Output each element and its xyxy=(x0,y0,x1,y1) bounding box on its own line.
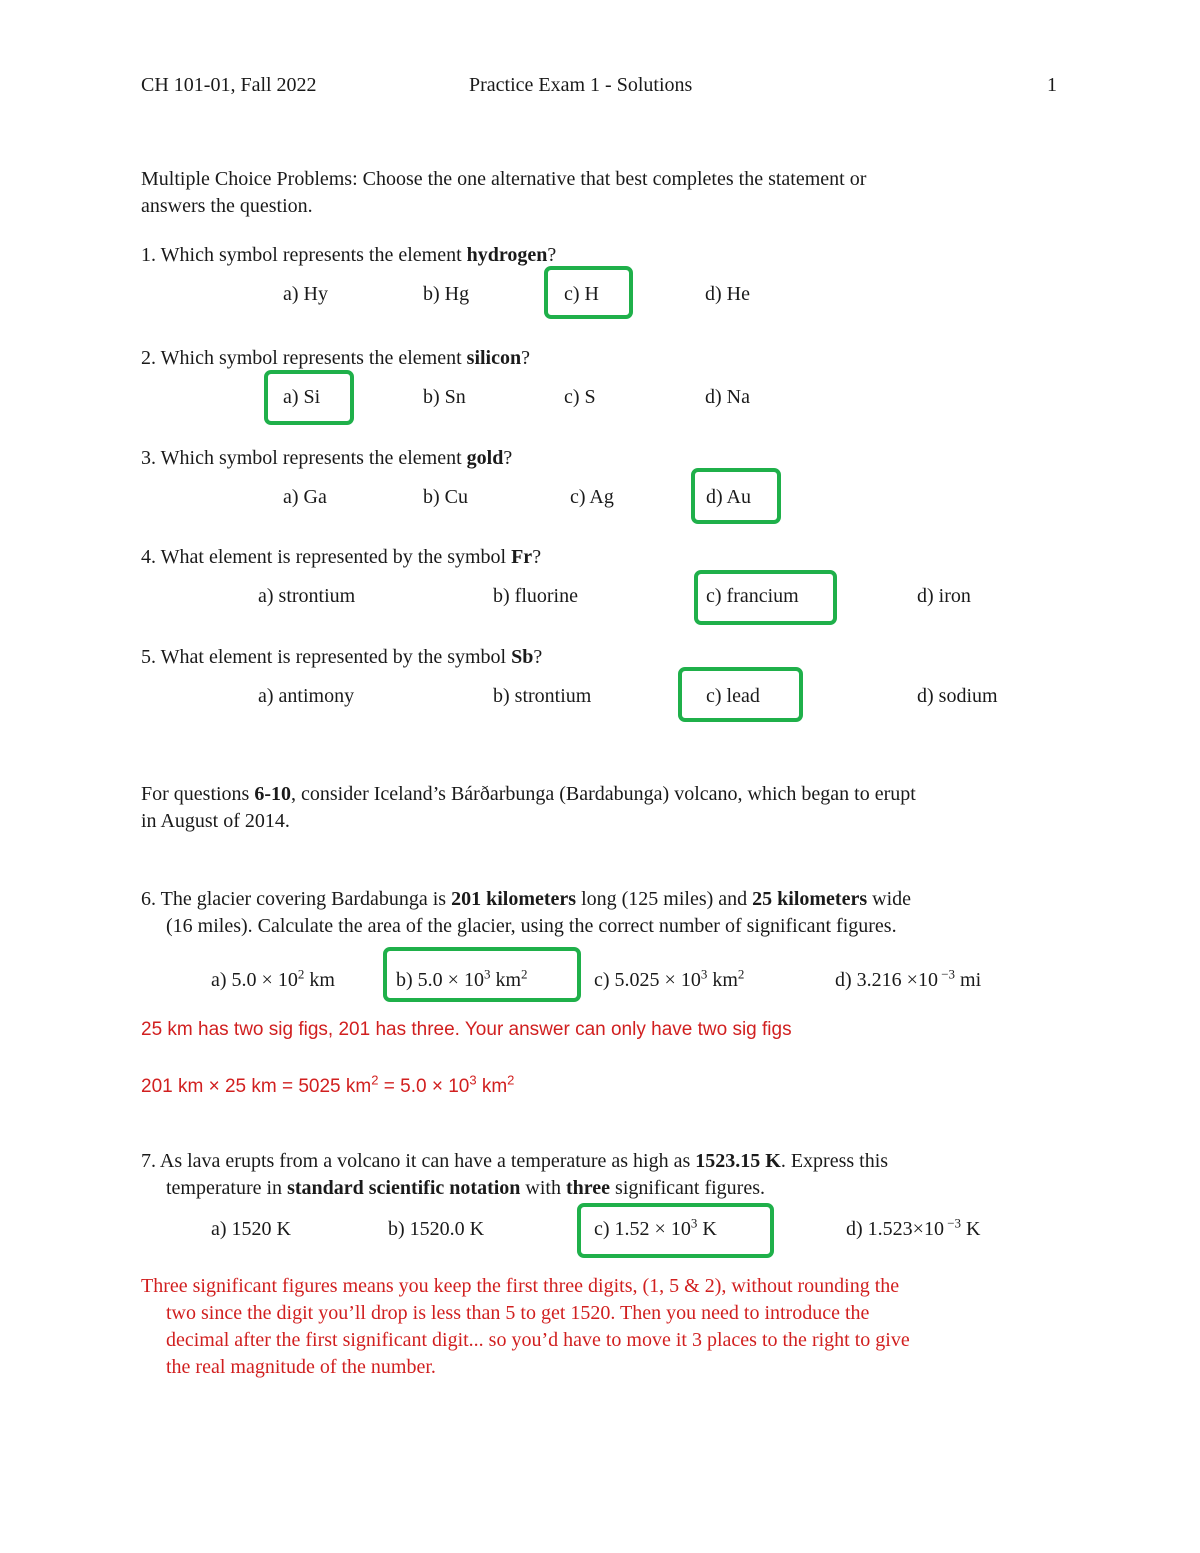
q6-explanation-line-2: 201 km × 25 km = 5025 $km^2 = 5.0 \times 10^3$ $km^2$ xyxy=(141,1072,515,1097)
question-4: 4. What element is represented by the symbol Fr? xyxy=(141,546,542,568)
q3-option-c[interactable]: c) Ag xyxy=(570,486,614,508)
question-6-line-2: (16 miles). Calculate the area of the glacier, using the correct number of significant figures. xyxy=(166,915,897,937)
question-6-line-1: 6. The glacier covering Bardabunga is 201 kilometers long (125 miles) and 25 kilometers wide xyxy=(141,888,912,910)
q4-answer-box xyxy=(694,570,837,625)
q3-option-d[interactable]: d) Au xyxy=(706,486,751,508)
q7-option-d[interactable]: d) 1.523×10 $^{-3}$ K xyxy=(846,1215,981,1240)
question-1: 1. Which symbol represents the element hydrogen? xyxy=(141,244,557,266)
q2-option-d[interactable]: d) Na xyxy=(705,386,750,408)
q4-option-a[interactable]: a) strontium xyxy=(258,585,356,607)
context-line-2: in August of 2014. xyxy=(141,810,290,832)
q2-option-b[interactable]: b) Sn xyxy=(423,386,466,408)
q3-answer-box xyxy=(691,468,781,524)
header-title: Practice Exam 1 - Solutions xyxy=(469,74,693,96)
q5-option-a[interactable]: a) antimony xyxy=(258,685,355,707)
q7-option-a[interactable]: a) 1520 K xyxy=(211,1218,291,1240)
q5-option-b[interactable]: b) strontium xyxy=(493,685,592,707)
q4-option-c[interactable]: c) francium xyxy=(706,585,799,607)
q2-option-c[interactable]: c) S xyxy=(564,386,596,408)
q4-option-b[interactable]: b) fluorine xyxy=(493,585,578,607)
q7-explanation-line-4: the real magnitude of the number. xyxy=(166,1356,436,1378)
q7-answer-box xyxy=(577,1203,774,1258)
q1-option-c[interactable]: c) H xyxy=(564,283,599,305)
instructions-line-1: Multiple Choice Problems: Choose the one alternative that best completes the statement or xyxy=(141,168,867,190)
question-7-line-2: temperature in standard scientific notation with three significant figures. xyxy=(166,1177,765,1199)
q1-option-a[interactable]: a) Hy xyxy=(283,283,328,305)
q1-option-d[interactable]: d) He xyxy=(705,283,750,305)
q3-option-a[interactable]: a) Ga xyxy=(283,486,327,508)
q2-option-a[interactable]: a) Si xyxy=(283,386,321,408)
q4-option-d[interactable]: d) iron xyxy=(917,585,971,607)
q7-option-c[interactable]: c) $1.52 \times 10^3$ K xyxy=(594,1215,717,1240)
q6-option-a[interactable]: a) $5.0 \times 10^2$ km xyxy=(211,966,335,991)
q1-answer-box xyxy=(544,266,633,319)
q5-option-c[interactable]: c) lead xyxy=(706,685,760,707)
q6-explanation-line-1: 25 km has two sig figs, 201 has three. Your answer can only have two sig figs xyxy=(141,1019,792,1040)
header-course: CH 101-01, Fall 2022 xyxy=(141,74,317,96)
q5-answer-box xyxy=(678,667,803,722)
question-7-line-1: 7. As lava erupts from a volcano it can have a temperature as high as 1523.15 K. Express this xyxy=(141,1150,889,1172)
q7-explanation-line-3: decimal after the first significant digit... so you’d have to move it 3 places to the right to give xyxy=(166,1329,910,1351)
question-2: 2. Which symbol represents the element silicon? xyxy=(141,347,530,369)
q6-option-b[interactable]: b) $5.0 \times 10^3$ $km^2$ xyxy=(396,966,528,991)
instructions-line-2: answers the question. xyxy=(141,195,313,217)
q7-explanation-line-2: two since the digit you’ll drop is less than 5 to get 1520. Then you need to introduce the xyxy=(166,1302,870,1324)
q7-option-b[interactable]: b) 1520.0 K xyxy=(388,1218,485,1240)
q3-option-b[interactable]: b) Cu xyxy=(423,486,468,508)
q7-explanation-line-1: Three significant figures means you keep the first three digits, (1, 5 & 2), without rounding the xyxy=(141,1275,900,1297)
question-5: 5. What element is represented by the symbol Sb? xyxy=(141,646,543,668)
q2-answer-box xyxy=(264,370,354,425)
question-3: 3. Which symbol represents the element gold? xyxy=(141,447,513,469)
q6-option-d[interactable]: d) 3.216 ×10 $^{-3}$ mi xyxy=(835,966,982,991)
q6-answer-box xyxy=(383,947,581,1002)
context-line-1: For questions 6-10, consider Iceland’s Bárðarbunga (Bardabunga) volcano, which began to erupt xyxy=(141,783,916,805)
page-number: 1 xyxy=(1047,74,1057,96)
q5-option-d[interactable]: d) sodium xyxy=(917,685,998,707)
q6-option-c[interactable]: c) $5.025 \times 10^3$ $km^2$ xyxy=(594,966,745,991)
q1-option-b[interactable]: b) Hg xyxy=(423,283,470,305)
